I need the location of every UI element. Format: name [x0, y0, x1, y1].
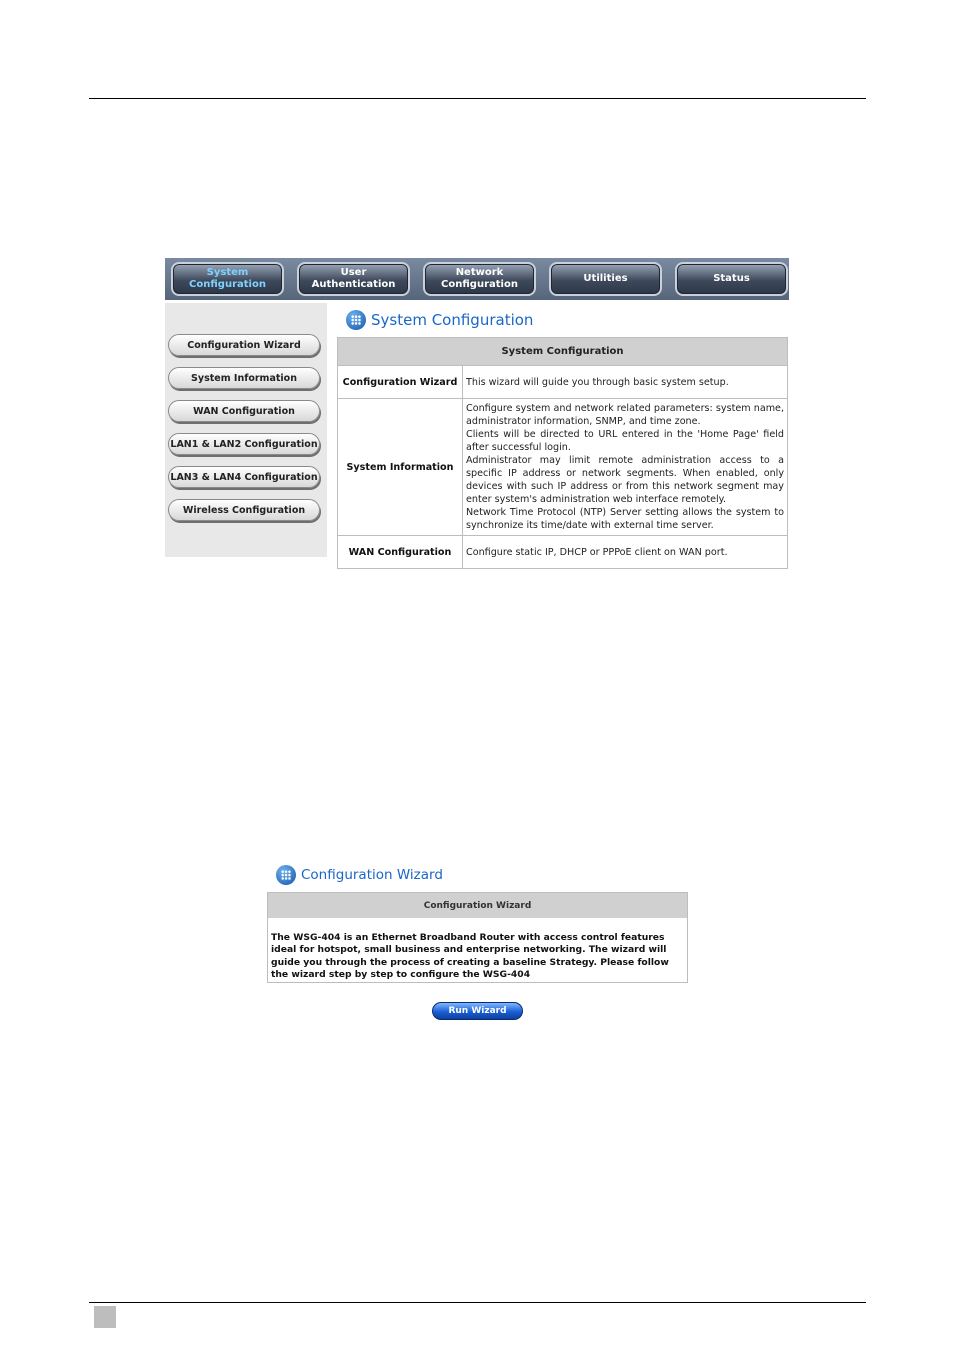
tab-network-configuration[interactable]: Network Configuration	[423, 262, 536, 296]
table-row	[338, 366, 788, 399]
run-wizard-button[interactable]: Run Wizard	[432, 1002, 523, 1020]
footer-rule	[89, 1302, 866, 1303]
wizard-description: The WSG-404 is an Ethernet Broadband Router with access control features ideal for hotspot, small business and enterprise networking. The wizard will guide you through the process of creating a baseline Strategy. Please follow the wizard step by step to configure the WSG-404	[271, 932, 669, 981]
grid-icon	[346, 310, 366, 330]
system-configuration-table	[337, 337, 788, 569]
sidebar-item-configuration-wizard[interactable]: Configuration Wizard	[168, 334, 320, 356]
tab-utilities[interactable]: Utilities	[549, 262, 662, 296]
page-number-box	[94, 1306, 116, 1328]
wizard-panel-header: Configuration Wizard	[268, 893, 687, 918]
value-line: Administrator may limit remote administration access to a specific IP address or network segments. When enabled, only devices with such IP address or from this network segment may enter system's administration web interface remotely.	[466, 455, 784, 505]
sidebar-item-system-information[interactable]: System Information	[168, 367, 320, 389]
sidebar-item-wan-configuration[interactable]: WAN Configuration	[168, 400, 320, 422]
value-line: Clients will be directed to URL entered in the 'Home Page' field after successful login.	[466, 429, 784, 453]
wizard-title-text: Configuration Wizard	[301, 867, 443, 883]
sidebar-item-lan1-lan2-configuration[interactable]: LAN1 & LAN2 Configuration	[168, 433, 320, 455]
sidebar-item-lan3-lan4-configuration[interactable]: LAN3 & LAN4 Configuration	[168, 466, 320, 488]
system-configuration-screen	[165, 258, 789, 557]
row-value	[463, 399, 788, 536]
tab-user-authentication[interactable]: User Authentication	[297, 262, 410, 296]
tab-system-configuration[interactable]: System Configuration	[171, 262, 284, 296]
tab-status[interactable]: Status	[675, 262, 788, 296]
sidebar-item-wireless-configuration[interactable]: Wireless Configuration	[168, 499, 320, 521]
configuration-wizard-screen	[266, 862, 690, 1032]
top-navigation	[165, 258, 789, 300]
value-line: Network Time Protocol (NTP) Server setting allows the system to synchronize its time/date with external time server.	[466, 507, 784, 531]
row-key: WAN Configuration	[338, 536, 463, 569]
wizard-panel	[267, 892, 688, 983]
row-value: This wizard will guide you through basic system setup.	[463, 366, 788, 399]
sidebar	[165, 303, 327, 557]
page-title	[346, 309, 533, 331]
value-line: Configure system and network related parameters: system name, administrator information, SNMP, and time zone.	[466, 403, 784, 427]
table-row	[338, 536, 788, 569]
table-row	[338, 399, 788, 536]
row-key: System Information	[338, 399, 463, 536]
row-key: Configuration Wizard	[338, 366, 463, 399]
row-value: Configure static IP, DHCP or PPPoE client on WAN port.	[463, 536, 788, 569]
header-rule	[89, 98, 866, 99]
page-title-text: System Configuration	[371, 311, 534, 329]
wizard-title	[276, 864, 443, 886]
grid-icon	[276, 865, 296, 885]
table-header: System Configuration	[338, 338, 788, 366]
